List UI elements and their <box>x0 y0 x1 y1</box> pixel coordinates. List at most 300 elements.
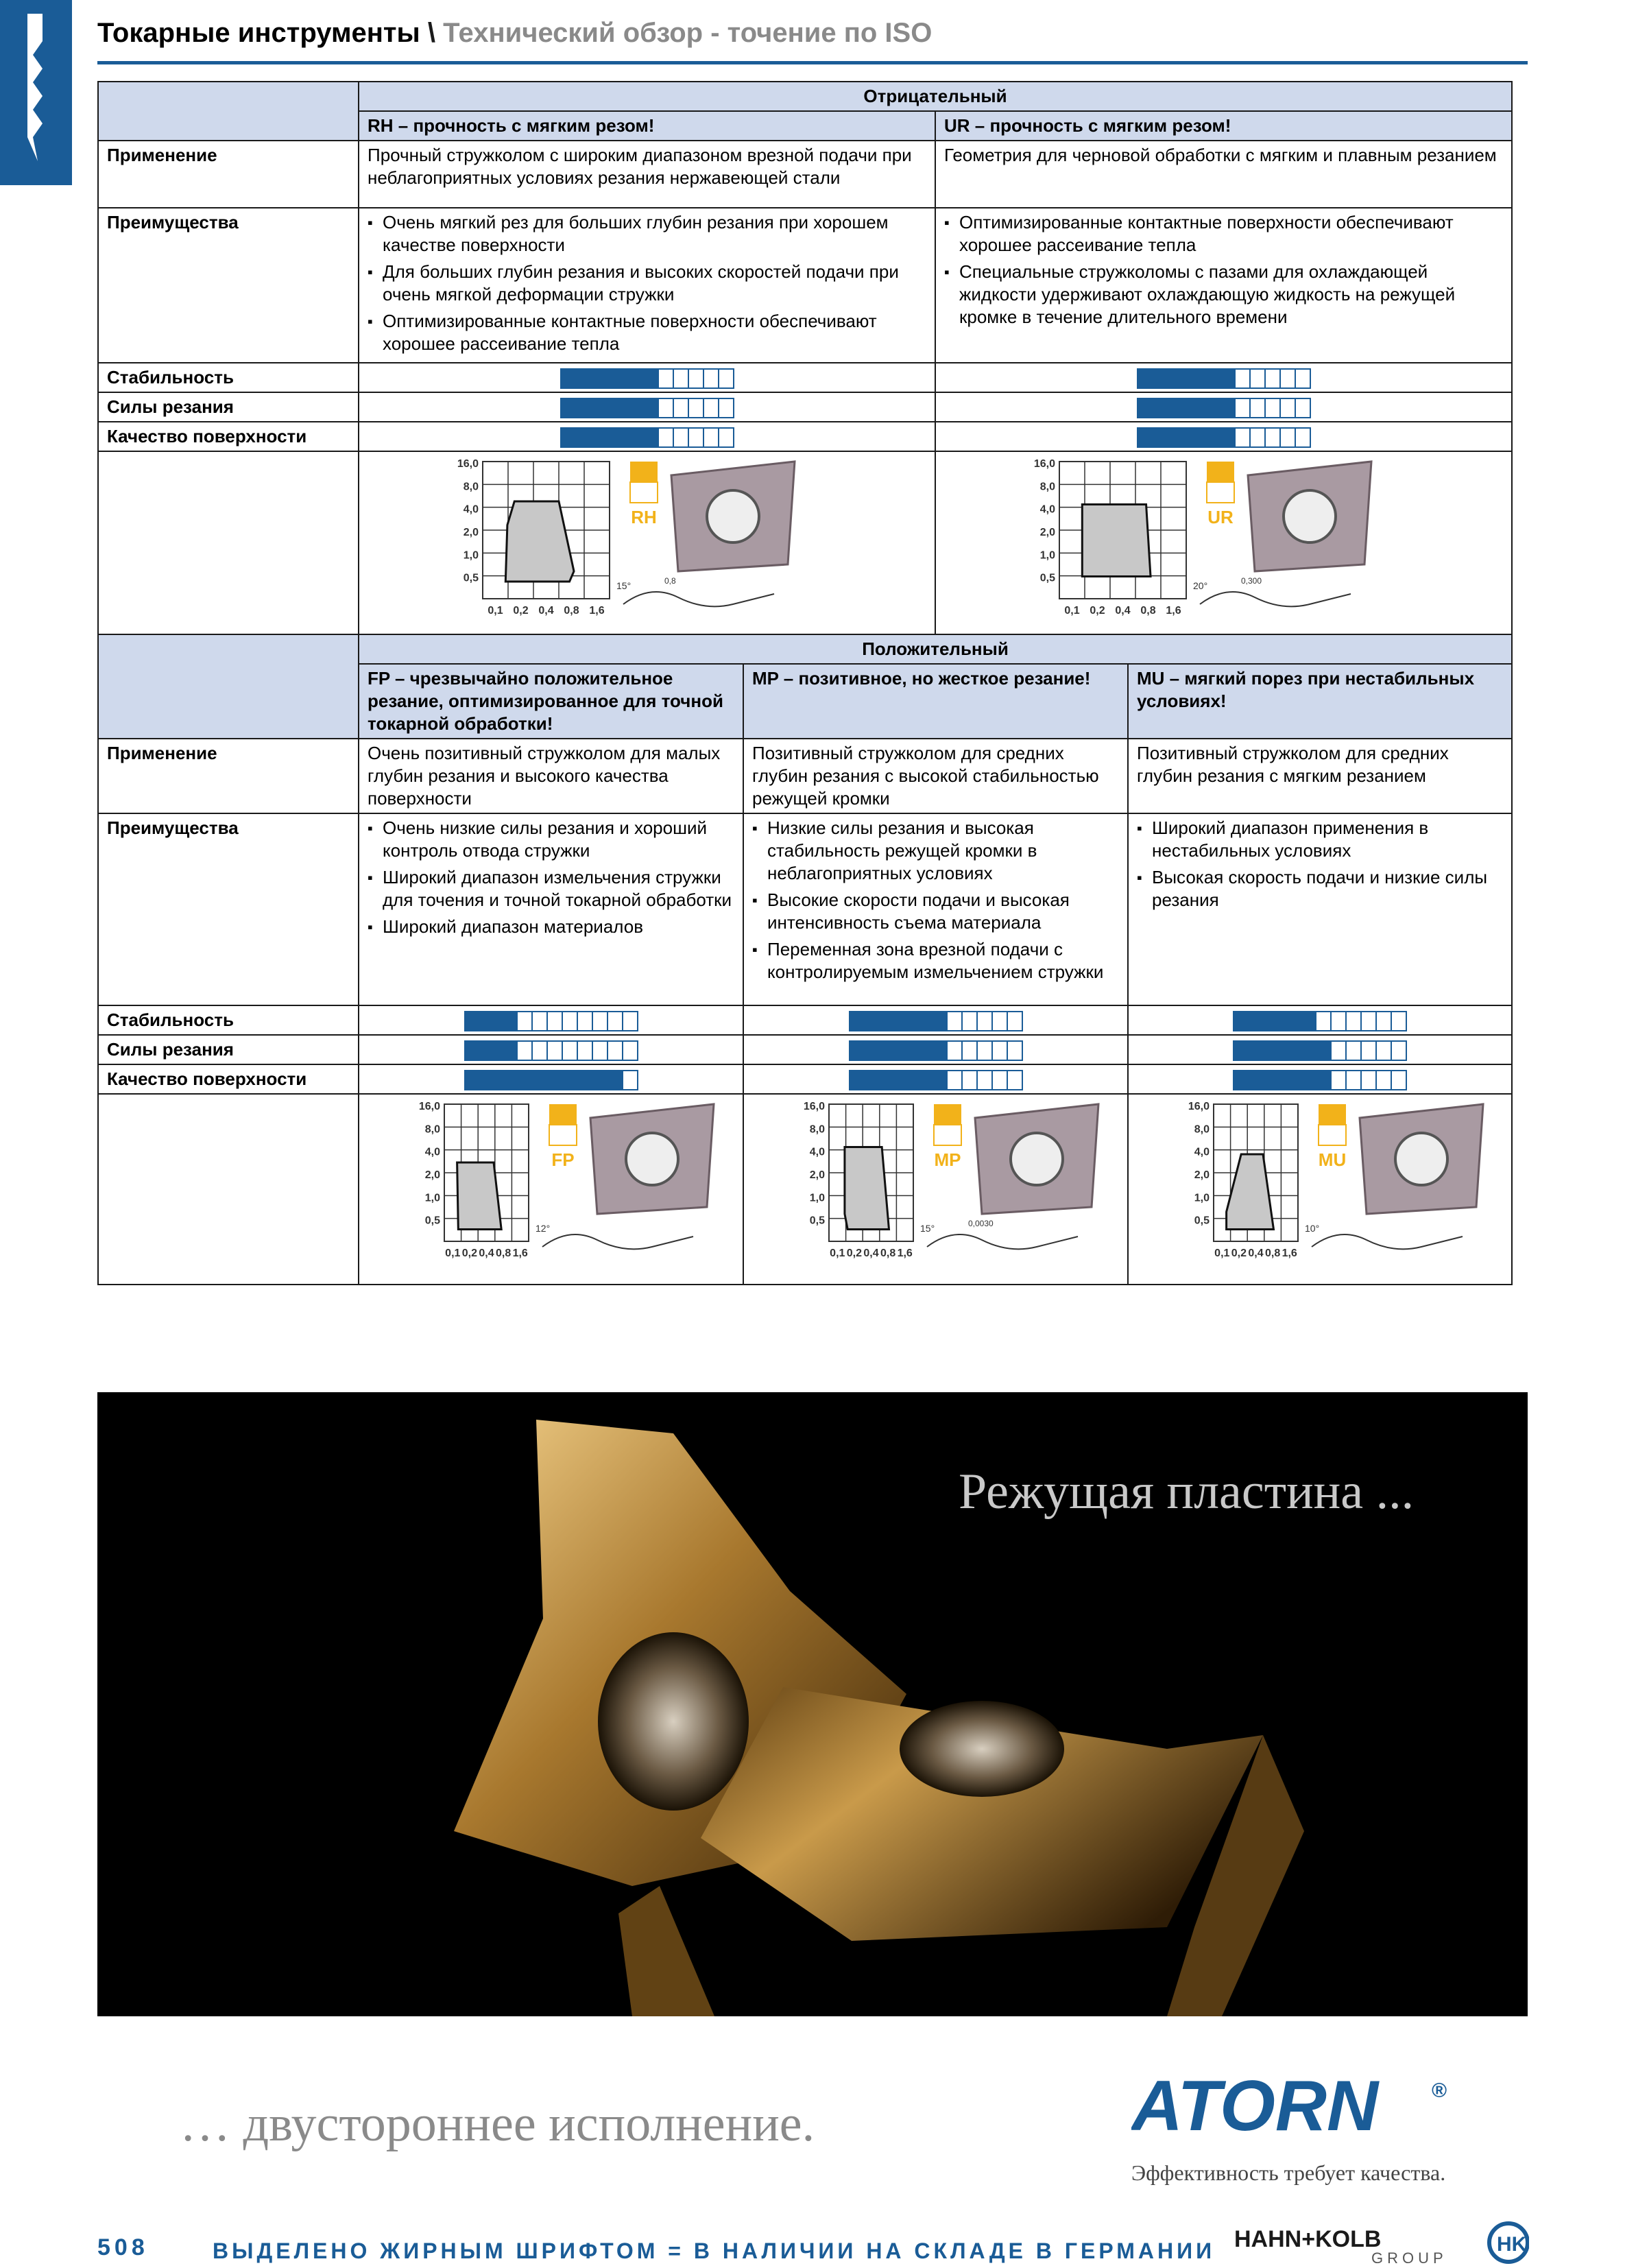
chart-row-label <box>98 451 359 642</box>
rating-square <box>1345 1012 1360 1030</box>
rating-fill <box>850 1071 946 1089</box>
x-tick-label: 0,1 <box>1064 605 1080 617</box>
advantages-rh <box>359 208 935 363</box>
x-tick-label: 0,1 <box>445 1248 461 1260</box>
x-tick-label: 0,2 <box>1231 1248 1247 1260</box>
angle-label: 15° <box>616 580 631 592</box>
application-mu: Позитивный стружколом для средних глубин резания с мягким резанием <box>1128 739 1512 813</box>
x-tick-label: 0,2 <box>461 1248 478 1260</box>
rating-bar <box>849 1011 1023 1031</box>
rating-bar <box>464 1011 638 1031</box>
rating-bar <box>560 427 734 448</box>
surface-quality-bar-mu <box>1128 1064 1512 1094</box>
label-tab <box>1319 1125 1346 1145</box>
y-tick-label: 2,0 <box>463 527 479 539</box>
y-tick-label: 1,0 <box>1039 549 1055 562</box>
chart-cell-mu <box>1128 1094 1512 1285</box>
y-tick-label: 4,0 <box>1039 504 1055 516</box>
rating-square <box>688 399 703 417</box>
x-tick-label: 0,2 <box>513 605 529 617</box>
angle-label: 20° <box>1193 580 1208 592</box>
surface-quality-bar-rh <box>359 422 935 451</box>
hahn-kolb-logo <box>1234 2221 1529 2268</box>
cutting-forces-bar-mp <box>743 1035 1128 1064</box>
insert-image <box>1360 1104 1483 1214</box>
rating-square <box>1360 1042 1375 1060</box>
edge-profile <box>1312 1234 1463 1249</box>
promo-headline: Режущая пластина ... <box>959 1464 1415 1520</box>
x-tick-label: 0,4 <box>1115 605 1131 617</box>
chipbreaker-chart <box>752 1097 1137 1281</box>
stability-bar-mu <box>1128 1005 1512 1035</box>
advantages-list <box>752 817 1119 983</box>
rating-fill <box>562 370 658 387</box>
application-ur: Геометрия для черновой обработки с мягким и плавным резанием <box>935 141 1512 208</box>
x-tick-label: 0,2 <box>846 1248 863 1260</box>
row-label-application: Применение <box>98 739 359 813</box>
rating-square <box>688 429 703 446</box>
angle-label: 15° <box>920 1223 935 1234</box>
advantage-item: ▪ Переменная зона врезной подачи с контролируемым измельчением стружки <box>752 938 1119 983</box>
title-separator: \ <box>427 18 435 48</box>
section-title: Токарные инструменты <box>97 18 420 48</box>
rating-square <box>1279 399 1295 417</box>
rating-square <box>516 1012 531 1030</box>
drill-icon <box>0 0 72 185</box>
rating-square <box>976 1042 991 1060</box>
band-negative: Отрицательный <box>359 82 1512 111</box>
advantage-item: ▪ Для больших глубин резания и высоких скоростей подачи при очень мягкой деформации стружки <box>368 261 926 306</box>
rating-fill <box>562 399 658 417</box>
rating-square <box>991 1071 1007 1089</box>
angle-label: 12° <box>536 1223 551 1234</box>
rating-square <box>976 1012 991 1030</box>
cutting-forces-bar-mu <box>1128 1035 1512 1064</box>
rating-square <box>703 370 718 387</box>
edge-profile <box>542 1234 693 1249</box>
x-tick-label: 0,8 <box>564 605 579 617</box>
chart-cell-rh <box>359 451 935 642</box>
rating-square <box>1345 1071 1360 1089</box>
rating-square <box>673 370 688 387</box>
rating-fill <box>1234 1071 1330 1089</box>
chart-cell-fp <box>359 1094 743 1285</box>
rating-fill <box>1234 1042 1330 1060</box>
rating-square <box>1249 370 1264 387</box>
application-area <box>845 1147 889 1230</box>
chipbreaker-diagram-fp <box>368 1097 734 1281</box>
y-tick-label: 1,0 <box>1194 1192 1210 1204</box>
cutting-forces-bar-ur <box>935 392 1512 422</box>
rating-fill <box>850 1012 946 1030</box>
rating-square <box>1330 1012 1345 1030</box>
x-tick-label: 0,1 <box>830 1248 845 1260</box>
rating-square <box>1375 1071 1391 1089</box>
advantage-item: ▪ Широкий диапазон материалов <box>368 916 734 938</box>
x-tick-label: 0,2 <box>1090 605 1105 617</box>
rating-square <box>607 1012 622 1030</box>
advantages-mu <box>1128 813 1512 1005</box>
column-title-mp: MP – позитивное, но жесткое резание! <box>743 664 1128 739</box>
rating-square <box>673 429 688 446</box>
page-title <box>97 18 932 49</box>
y-tick-label: 0,5 <box>1039 573 1055 585</box>
row-label-stability: Стабильность <box>98 1005 359 1035</box>
rating-square <box>1234 370 1249 387</box>
rating-fill <box>1138 429 1234 446</box>
y-tick-label: 16,0 <box>1188 1101 1210 1113</box>
rating-bar <box>1233 1070 1407 1090</box>
label-tab <box>1207 462 1234 482</box>
y-tick-label: 4,0 <box>809 1147 825 1159</box>
y-tick-label: 8,0 <box>424 1123 440 1136</box>
label-tab <box>630 482 658 503</box>
advantage-item: ▪ Очень низкие силы резания и хороший контроль отвода стружки <box>368 817 734 862</box>
advantages-ur <box>935 208 1512 363</box>
rating-square <box>658 399 673 417</box>
rating-fill <box>562 429 658 446</box>
rating-bar <box>560 368 734 389</box>
chart-row-label <box>98 1094 359 1285</box>
column-title-fp: FP – чрезвычайно положительное резание, оптимизированное для точной токарной обработки! <box>359 664 743 739</box>
brand-name: ATORN <box>1131 2067 1379 2142</box>
rating-bar <box>849 1040 1023 1061</box>
rating-square <box>577 1042 592 1060</box>
y-tick-label: 16,0 <box>457 458 479 470</box>
rating-square <box>1345 1042 1360 1060</box>
rating-square <box>1315 1012 1330 1030</box>
cutting-forces-bar-rh <box>359 392 935 422</box>
rating-square <box>622 1012 637 1030</box>
chart-cell-mp <box>743 1094 1128 1285</box>
column-title-mu: MU – мягкий порез при нестабильных условиях! <box>1128 664 1512 739</box>
x-tick-label: 0,8 <box>1140 605 1156 617</box>
section-subtitle: Технический обзор - точение по ISO <box>443 18 933 48</box>
rating-square <box>673 399 688 417</box>
profile-label: 0,0030 <box>968 1219 994 1229</box>
y-tick-label: 1,0 <box>809 1192 825 1204</box>
y-tick-label: 0,5 <box>463 573 479 585</box>
advantage-item: ▪ Оптимизированные контактные поверхности обеспечивают хорошее рассеивание тепла <box>944 211 1503 256</box>
rating-square <box>946 1071 961 1089</box>
advantages-list <box>368 211 926 355</box>
advantage-item: ▪ Оптимизированные контактные поверхности обеспечивают хорошее рассеивание тепла <box>368 310 926 355</box>
chipbreaker-chart <box>944 455 1521 638</box>
advantage-item: ▪ Широкий диапазон измельчения стружки для точения и точной токарной обработки <box>368 866 734 911</box>
row-label-stability: Стабильность <box>98 363 359 392</box>
rating-fill <box>1138 399 1234 417</box>
advantages-mp <box>743 813 1128 1005</box>
y-tick-label: 16,0 <box>803 1101 825 1113</box>
insert-image <box>671 462 795 571</box>
rating-square <box>961 1071 976 1089</box>
rating-square <box>1391 1042 1406 1060</box>
rating-square <box>546 1042 562 1060</box>
chipbreaker-diagram-ur <box>944 455 1503 638</box>
rating-fill <box>1138 370 1234 387</box>
x-tick-label: 0,4 <box>863 1248 879 1260</box>
y-tick-label: 8,0 <box>463 481 479 493</box>
cutting-forces-bar-fp <box>359 1035 743 1064</box>
application-mp: Позитивный стружколом для средних глубин резания с высокой стабильностью режущей кромки <box>743 739 1128 813</box>
rating-square <box>1360 1012 1375 1030</box>
section-tab <box>0 0 72 185</box>
application-area <box>1082 505 1151 577</box>
y-tick-label: 8,0 <box>1194 1123 1210 1136</box>
rating-bar <box>560 398 734 418</box>
stability-bar-rh <box>359 363 935 392</box>
x-tick-label: 0,4 <box>1248 1248 1264 1260</box>
rating-bar <box>464 1070 638 1090</box>
rating-fill <box>1234 1012 1315 1030</box>
y-tick-label: 8,0 <box>1039 481 1055 493</box>
rating-square <box>622 1042 637 1060</box>
rating-square <box>703 429 718 446</box>
rating-square <box>946 1042 961 1060</box>
label-tab <box>549 1104 577 1125</box>
rating-fill <box>466 1012 516 1030</box>
x-tick-label: 0,8 <box>495 1248 512 1260</box>
rating-square <box>961 1012 976 1030</box>
rating-bar <box>1137 368 1311 389</box>
rating-square <box>592 1042 607 1060</box>
y-tick-label: 1,0 <box>463 549 479 562</box>
surface-quality-bar-mp <box>743 1064 1128 1094</box>
atorn-wordmark <box>1131 2067 1454 2142</box>
y-tick-label: 0,5 <box>1194 1215 1210 1228</box>
label-tab <box>934 1104 961 1125</box>
profile-label: 0,300 <box>1241 576 1262 586</box>
stability-bar-fp <box>359 1005 743 1035</box>
x-tick-label: 0,8 <box>1264 1248 1281 1260</box>
rating-square <box>546 1012 562 1030</box>
rating-square <box>1330 1042 1345 1060</box>
label-tab <box>934 1125 961 1145</box>
y-tick-label: 1,0 <box>424 1192 440 1204</box>
y-tick-label: 0,5 <box>424 1215 440 1228</box>
geometry-code-label: MU <box>1318 1149 1347 1171</box>
band-positive: Положительный <box>359 634 1512 664</box>
negative-geometry-table <box>97 81 1513 643</box>
rating-square <box>1249 399 1264 417</box>
chipbreaker-diagram-mp <box>752 1097 1119 1281</box>
row-label-advantages: Преимущества <box>98 208 359 363</box>
geometry-code-label: UR <box>1207 507 1234 528</box>
rating-square <box>946 1012 961 1030</box>
page-number: 508 <box>97 2234 149 2260</box>
rating-square <box>703 399 718 417</box>
rating-square <box>1295 370 1310 387</box>
rating-square <box>976 1071 991 1089</box>
advantage-item: ▪ Высокие скорости подачи и высокая интенсивность съема материала <box>752 889 1119 934</box>
insert-image <box>1248 462 1371 571</box>
surface-quality-bar-ur <box>935 422 1512 451</box>
profile-label: 0,8 <box>664 576 676 586</box>
rating-square <box>592 1012 607 1030</box>
x-tick-label: 1,6 <box>1282 1248 1297 1260</box>
edge-profile <box>623 592 774 606</box>
rating-square <box>577 1012 592 1030</box>
advantages-list <box>368 817 734 938</box>
chipbreaker-diagram-mu <box>1137 1097 1503 1281</box>
geometry-code-label: MP <box>934 1149 961 1171</box>
advantage-item: ▪ Очень мягкий рез для больших глубин резания при хорошем качестве поверхности <box>368 211 926 256</box>
rating-square <box>1279 370 1295 387</box>
rating-square <box>1295 399 1310 417</box>
rating-bar <box>464 1040 638 1061</box>
rating-square <box>1007 1071 1022 1089</box>
rating-square <box>1375 1012 1391 1030</box>
x-tick-label: 0,8 <box>880 1248 896 1260</box>
chipbreaker-diagram-rh <box>368 455 926 638</box>
rating-bar <box>1233 1040 1407 1061</box>
rating-square <box>658 429 673 446</box>
chart-cell-ur <box>935 451 1512 642</box>
positive-geometry-table <box>97 634 1513 1285</box>
rating-square <box>531 1042 546 1060</box>
rating-square <box>1279 429 1295 446</box>
header-rule <box>97 61 1528 64</box>
y-tick-label: 4,0 <box>424 1147 440 1159</box>
x-tick-label: 1,6 <box>897 1248 913 1260</box>
advantage-item: ▪ Низкие силы резания и высокая стабильность режущей кромки в неблагоприятных условиях <box>752 817 1119 885</box>
rating-fill <box>466 1071 622 1089</box>
rating-square <box>562 1042 577 1060</box>
application-fp: Очень позитивный стружколом для малых глубин резания и высокого качества поверхности <box>359 739 743 813</box>
row-label-surface-quality: Качество поверхности <box>98 1064 359 1094</box>
registered-mark: ® <box>1432 2079 1447 2102</box>
atorn-logo <box>1131 2067 1454 2146</box>
rating-square <box>622 1071 637 1089</box>
rating-square <box>531 1012 546 1030</box>
rating-bar <box>1137 398 1311 418</box>
rating-square <box>607 1042 622 1060</box>
brand-slogan: Эффективность требует качества. <box>1131 2160 1446 2185</box>
insert-image <box>590 1104 714 1214</box>
x-tick-label: 0,4 <box>479 1248 494 1260</box>
advantage-item: ▪ Широкий диапазон применения в нестабильных условиях <box>1137 817 1503 862</box>
angle-label: 10° <box>1305 1223 1320 1234</box>
y-tick-label: 4,0 <box>463 504 479 516</box>
partner-name: HAHN+KOLB <box>1234 2226 1382 2252</box>
rating-fill <box>850 1042 946 1060</box>
rating-square <box>991 1012 1007 1030</box>
rating-bar <box>1137 427 1311 448</box>
corner-cell <box>98 634 359 739</box>
geometry-code-label: FP <box>551 1149 575 1171</box>
rating-square <box>1264 399 1279 417</box>
row-label-cutting-forces: Силы резания <box>98 1035 359 1064</box>
rating-square <box>1007 1042 1022 1060</box>
label-tab <box>630 462 658 482</box>
rating-bar <box>849 1070 1023 1090</box>
row-label-cutting-forces: Силы резания <box>98 392 359 422</box>
rating-square <box>658 370 673 387</box>
corner-cell <box>98 82 359 141</box>
y-tick-label: 16,0 <box>1033 458 1055 470</box>
advantages-list <box>944 211 1503 329</box>
row-label-surface-quality: Качество поверхности <box>98 422 359 451</box>
rating-square <box>1234 399 1249 417</box>
label-tab <box>1319 1104 1346 1125</box>
advantage-item: ▪ Высокая скорость подачи и низкие силы резания <box>1137 866 1503 911</box>
x-tick-label: 1,6 <box>512 1248 528 1260</box>
rating-square <box>516 1042 531 1060</box>
rating-bar <box>1233 1011 1407 1031</box>
partner-group: GROUP <box>1371 2249 1447 2265</box>
x-tick-label: 0,1 <box>488 605 503 617</box>
rating-square <box>1330 1071 1345 1089</box>
rating-square <box>1007 1012 1022 1030</box>
rating-square <box>1295 429 1310 446</box>
y-tick-label: 2,0 <box>1194 1169 1210 1182</box>
partner-mark: HK <box>1497 2233 1527 2256</box>
application-rh: Прочный стружколом с широким диапазоном врезной подачи при неблагоприятных условиях резания нержавеющей стали <box>359 141 935 208</box>
label-tab <box>549 1125 577 1145</box>
y-tick-label: 4,0 <box>1194 1147 1210 1159</box>
surface-quality-bar-fp <box>359 1064 743 1094</box>
advantages-fp <box>359 813 743 1005</box>
rating-square <box>1264 370 1279 387</box>
y-tick-label: 2,0 <box>809 1169 825 1182</box>
rating-square <box>1360 1071 1375 1089</box>
chipbreaker-chart <box>368 1097 752 1281</box>
chipbreaker-chart <box>368 455 944 638</box>
geometry-code-label: RH <box>631 507 657 528</box>
y-tick-label: 16,0 <box>418 1101 440 1113</box>
column-title-ur: UR – прочность с мягким резом! <box>935 111 1512 141</box>
insert-image <box>975 1104 1098 1214</box>
rating-square <box>961 1042 976 1060</box>
stock-note: ВЫДЕЛЕНО ЖИРНЫМ ШРИФТОМ = В НАЛИЧИИ НА СКЛАДЕ В ГЕРМАНИИ <box>213 2239 1216 2263</box>
hahn-kolb-mark <box>1234 2221 1529 2265</box>
y-tick-label: 0,5 <box>809 1215 825 1228</box>
advantages-list <box>1137 817 1503 911</box>
rating-square <box>562 1012 577 1030</box>
x-tick-label: 0,4 <box>538 605 554 617</box>
column-title-rh: RH – прочность с мягким резом! <box>359 111 935 141</box>
rating-square <box>1234 429 1249 446</box>
y-tick-label: 2,0 <box>1039 527 1055 539</box>
rating-square <box>718 399 733 417</box>
rating-square <box>1264 429 1279 446</box>
rating-square <box>718 370 733 387</box>
x-tick-label: 1,6 <box>1166 605 1181 617</box>
x-tick-label: 1,6 <box>589 605 605 617</box>
edge-profile <box>927 1234 1078 1249</box>
label-tab <box>1207 482 1234 503</box>
advantage-item: ▪ Специальные стружколомы с пазами для охлаждающей жидкости удерживают охлаждающую жидкость на режущей кромке в течение длительного времени <box>944 261 1503 329</box>
rating-square <box>718 429 733 446</box>
promo-tagline: … двустороннее исполнение. <box>180 2096 815 2152</box>
rating-square <box>1375 1042 1391 1060</box>
chipbreaker-chart <box>1137 1097 1521 1281</box>
rating-square <box>1391 1071 1406 1089</box>
row-label-application: Применение <box>98 141 359 208</box>
application-area <box>457 1162 502 1230</box>
rating-square <box>1249 429 1264 446</box>
y-tick-label: 8,0 <box>809 1123 825 1136</box>
x-tick-label: 0,1 <box>1214 1248 1230 1260</box>
row-label-advantages: Преимущества <box>98 813 359 1005</box>
edge-profile <box>1200 592 1351 606</box>
y-tick-label: 2,0 <box>424 1169 440 1182</box>
rating-square <box>688 370 703 387</box>
rating-fill <box>466 1042 516 1060</box>
stability-bar-mp <box>743 1005 1128 1035</box>
rating-square <box>991 1042 1007 1060</box>
rating-square <box>1391 1012 1406 1030</box>
